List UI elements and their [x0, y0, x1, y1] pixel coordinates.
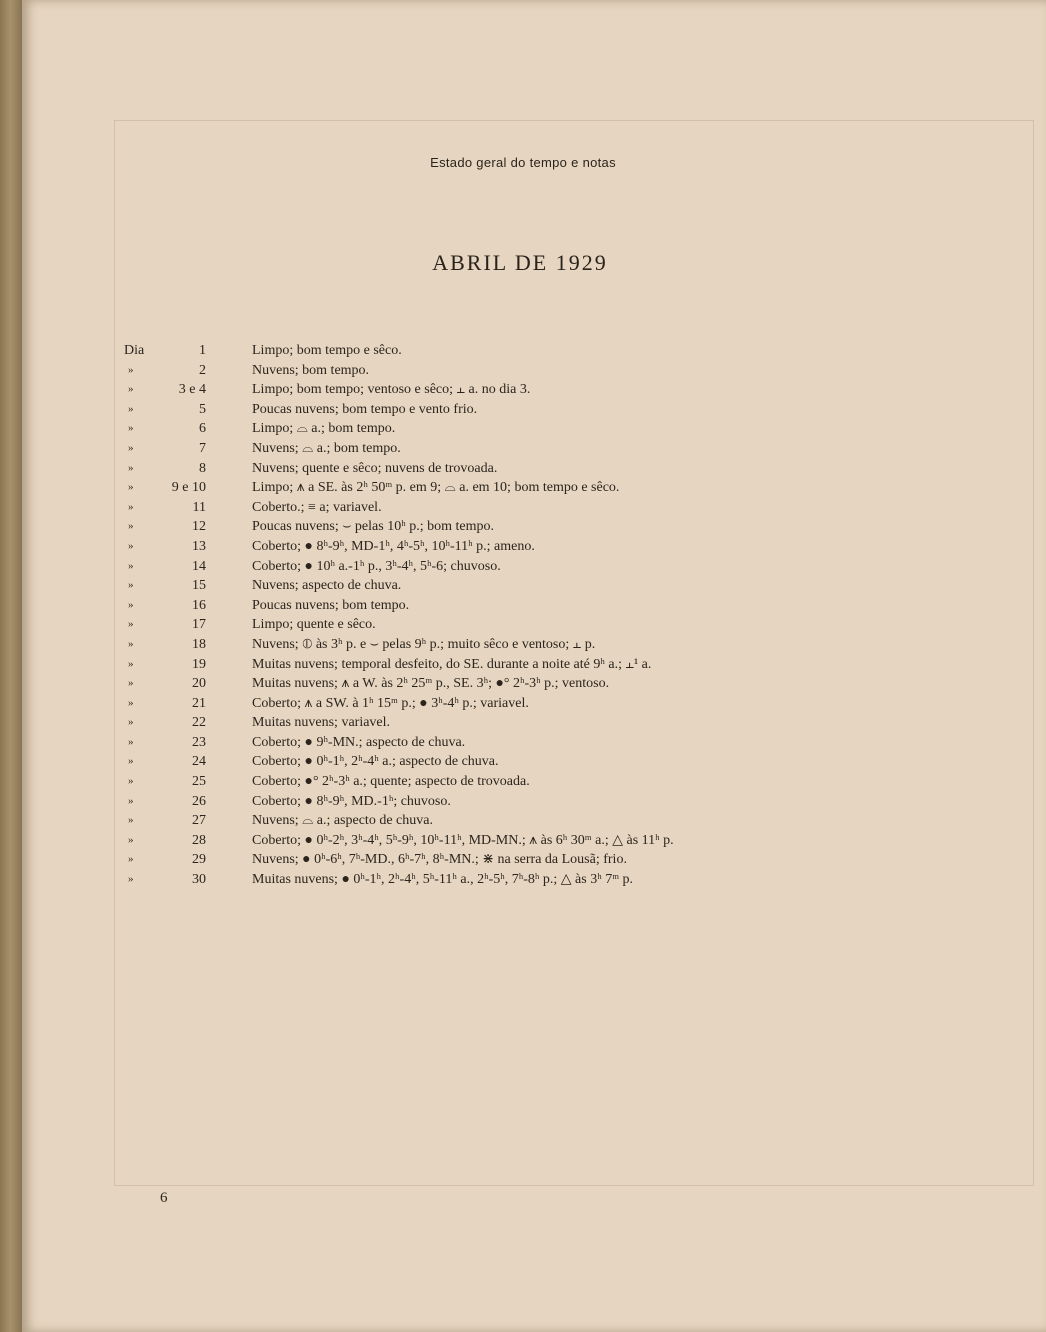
weather-description: Coberto; ● 9ʰ-MN.; aspecto de chuva. — [252, 734, 466, 750]
table-row — [0, 341, 1046, 361]
ditto-mark: » — [128, 559, 134, 572]
table-row — [0, 870, 1046, 890]
table-row — [0, 439, 1046, 459]
weather-description: Coberto; ● 8ʰ-9ʰ, MD.-1ʰ; chuvoso. — [252, 793, 451, 809]
day-number: 30 — [192, 872, 206, 888]
ditto-mark: » — [128, 363, 134, 376]
ditto-mark: » — [128, 422, 134, 435]
ditto-mark: » — [128, 677, 134, 690]
day-number: 20 — [192, 676, 206, 692]
dia-label: Dia — [124, 343, 145, 358]
day-number: 13 — [192, 538, 206, 554]
page-number: 6 — [160, 1190, 168, 1206]
day-number: 22 — [192, 715, 206, 731]
table-row — [0, 478, 1046, 498]
ditto-mark: » — [128, 481, 134, 494]
day-number: 15 — [192, 578, 206, 594]
weather-description: Coberto; ● 0ʰ-2ʰ, 3ʰ-4ʰ, 5ʰ-9ʰ, 10ʰ-11ʰ, MD-MN.; ⩚ às 6ʰ 30ᵐ a.; △ às 11ʰ p. — [252, 832, 674, 848]
weather-description: Poucas nuvens; bom tempo e vento frio. — [252, 401, 478, 417]
weather-description: Poucas nuvens; ⌣ pelas 10ʰ p.; bom tempo. — [252, 519, 494, 535]
ditto-mark: » — [128, 441, 134, 454]
table-row — [0, 811, 1046, 831]
table-row — [0, 792, 1046, 812]
day-number: 2 — [199, 362, 206, 378]
weather-description: Poucas nuvens; bom tempo. — [252, 597, 410, 613]
day-number: 25 — [192, 774, 206, 790]
table-row — [0, 400, 1046, 420]
weather-description: Nuvens; quente e sêco; nuvens de trovoada. — [252, 460, 498, 476]
day-number: 18 — [192, 636, 206, 652]
day-number: 3 e 4 — [178, 382, 206, 398]
day-number: 24 — [192, 754, 206, 770]
day-number: 7 — [199, 440, 206, 456]
table-row — [0, 752, 1046, 772]
weather-entries — [0, 341, 1046, 890]
day-number: 21 — [192, 695, 206, 711]
table-row — [0, 850, 1046, 870]
day-number: 16 — [192, 597, 206, 613]
weather-description: Muitas nuvens; variavel. — [252, 715, 391, 731]
table-row — [0, 537, 1046, 557]
weather-description: Muitas nuvens; ● 0ʰ-1ʰ, 2ʰ-4ʰ, 5ʰ-11ʰ a., 2ʰ-5ʰ, 7ʰ-8ʰ p.; △ às 3ʰ 7ᵐ p. — [252, 872, 634, 888]
weather-description: Coberto; ⩚ a SW. à 1ʰ 15ᵐ p.; ● 3ʰ-4ʰ p.; variavel. — [252, 695, 529, 711]
day-number: 8 — [199, 460, 206, 476]
weather-description: Muitas nuvens; temporal desfeito, do SE. durante a noite até 9ʰ a.; ⫠¹ a. — [252, 656, 652, 672]
weather-description: Limpo; bom tempo e sêco. — [252, 343, 402, 358]
table-row — [0, 694, 1046, 714]
table-row — [0, 713, 1046, 733]
table-row — [0, 557, 1046, 577]
weather-description: Nuvens; aspecto de chuva. — [252, 578, 402, 594]
day-number: 26 — [192, 793, 206, 809]
ditto-mark: » — [128, 814, 134, 827]
weather-description: Limpo; bom tempo; ventoso e sêco; ⫠ a. no dia 3. — [252, 382, 531, 398]
weather-description: Nuvens; ⦶ às 3ʰ p. e ⌣ pelas 9ʰ p.; muito sêco e ventoso; ⫠ p. — [252, 636, 596, 652]
table-row — [0, 498, 1046, 518]
table-row — [0, 361, 1046, 381]
weather-description: Muitas nuvens; ⩚ a W. às 2ʰ 25ᵐ p., SE. 3ʰ; ●° 2ʰ-3ʰ p.; ventoso. — [252, 676, 610, 692]
table-row — [0, 596, 1046, 616]
day-number: 5 — [199, 401, 206, 417]
weather-description: Coberto; ● 0ʰ-1ʰ, 2ʰ-4ʰ a.; aspecto de chuva. — [252, 754, 499, 770]
running-header: Estado geral do tempo e notas — [430, 155, 616, 170]
ditto-mark: » — [128, 520, 134, 533]
ditto-mark: » — [128, 598, 134, 611]
weather-description: Coberto.; ≡ a; variavel. — [252, 499, 382, 515]
ditto-mark: » — [128, 794, 134, 807]
weather-description: Coberto; ● 8ʰ-9ʰ, MD-1ʰ, 4ʰ-5ʰ, 10ʰ-11ʰ p.; ameno. — [252, 538, 535, 554]
ditto-mark: » — [128, 873, 134, 886]
day-number: 1 — [199, 343, 206, 358]
day-number: 12 — [192, 519, 206, 535]
ditto-mark: » — [128, 775, 134, 788]
day-number: 23 — [192, 734, 206, 750]
weather-description: Limpo; ⌓ a.; bom tempo. — [252, 421, 396, 437]
table-row — [0, 733, 1046, 753]
table-row — [0, 459, 1046, 479]
weather-description: Nuvens; ⌓ a.; bom tempo. — [252, 440, 401, 456]
weather-description: Nuvens; ● 0ʰ-6ʰ, 7ʰ-MD., 6ʰ-7ʰ, 8ʰ-MN.; ⋇ na serra da Lousã; frio. — [252, 852, 627, 868]
ditto-mark: » — [128, 461, 134, 474]
day-number: 27 — [192, 813, 206, 829]
table-row — [0, 772, 1046, 792]
table-row — [0, 655, 1046, 675]
table-row — [0, 831, 1046, 851]
day-number: 29 — [192, 852, 206, 868]
weather-description: Limpo; ⩚ a SE. às 2ʰ 50ᵐ p. em 9; ⌓ a. em 10; bom tempo e sêco. — [252, 480, 620, 496]
ditto-mark: » — [128, 618, 134, 631]
ditto-mark: » — [128, 637, 134, 650]
ditto-mark: » — [128, 716, 134, 729]
ditto-mark: » — [128, 833, 134, 846]
table-row — [0, 635, 1046, 655]
table-row — [0, 576, 1046, 596]
day-number: 9 e 10 — [171, 480, 206, 496]
ditto-mark: » — [128, 539, 134, 552]
ditto-mark: » — [128, 755, 134, 768]
ditto-mark: » — [128, 696, 134, 709]
weather-description: Coberto; ●° 2ʰ-3ʰ a.; quente; aspecto de trovoada. — [252, 774, 530, 790]
weather-description: Nuvens; ⌓ a.; aspecto de chuva. — [252, 813, 433, 829]
ditto-mark: » — [128, 500, 134, 513]
table-row — [0, 380, 1046, 400]
ditto-mark: » — [128, 853, 134, 866]
day-number: 28 — [192, 832, 206, 848]
ditto-mark: » — [128, 383, 134, 396]
ditto-mark: » — [128, 735, 134, 748]
page-title: ABRIL DE 1929 — [432, 250, 608, 275]
day-number: 19 — [192, 656, 206, 672]
day-number: 11 — [192, 499, 206, 515]
ditto-mark: » — [128, 579, 134, 592]
table-row — [0, 615, 1046, 635]
weather-description: Coberto; ● 10ʰ a.-1ʰ p., 3ʰ-4ʰ, 5ʰ-6; chuvoso. — [252, 558, 501, 574]
table-row — [0, 517, 1046, 537]
weather-description: Limpo; quente e sêco. — [252, 617, 376, 633]
ditto-mark: » — [128, 657, 134, 670]
weather-description: Nuvens; bom tempo. — [252, 362, 370, 378]
ditto-mark: » — [128, 402, 134, 415]
day-number: 6 — [199, 421, 206, 437]
day-number: 17 — [192, 617, 206, 633]
day-number: 14 — [192, 558, 206, 574]
table-row — [0, 419, 1046, 439]
table-row — [0, 674, 1046, 694]
